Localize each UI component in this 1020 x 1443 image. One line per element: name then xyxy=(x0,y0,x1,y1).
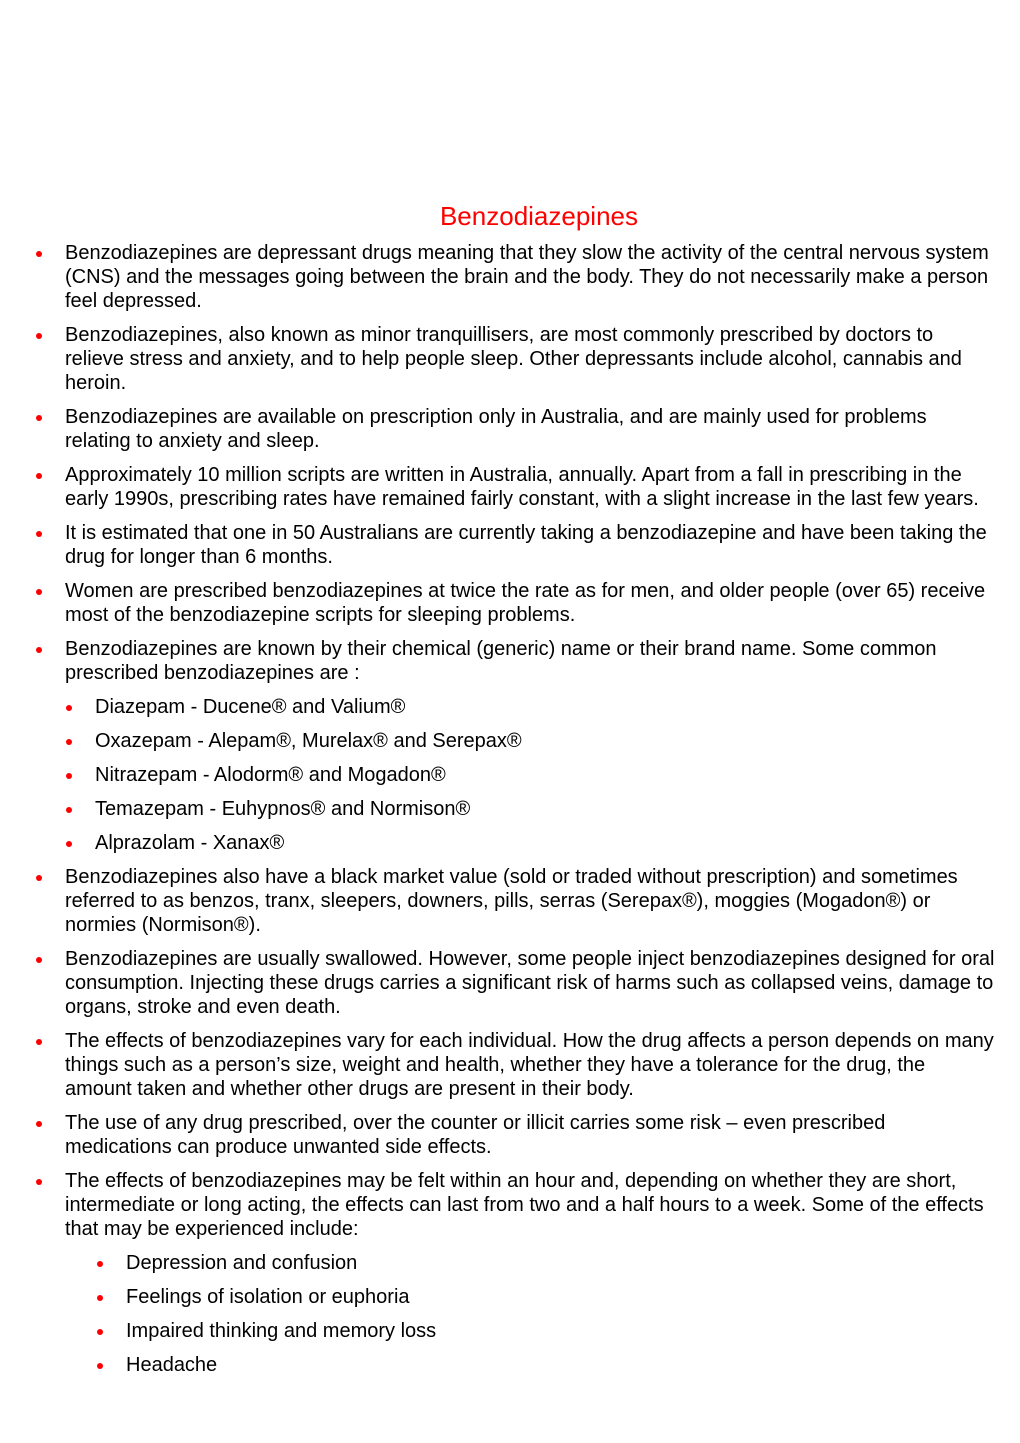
page-title: Benzodiazepines xyxy=(439,201,639,231)
brand-item: Alprazolam - Xanax® xyxy=(95,831,997,855)
main-bullet-list xyxy=(65,241,997,1387)
list-item-text: Benzodiazepines are known by their chemical (generic) name or their brand name. Some common prescribed benzodiazepines are : xyxy=(65,638,937,684)
list-item: The effects of benzodiazepines vary for each individual. How the drug affects a person depends on many things such as a person’s size, weight and health, whether they have a tolerance for the drug, the amount taken and whether other drugs are present in their body. xyxy=(65,1029,997,1101)
effect-item: Depression and confusion xyxy=(126,1251,997,1275)
brand-item: Diazepam - Ducene® and Valium® xyxy=(95,695,997,719)
brand-list xyxy=(95,695,997,855)
list-item: Approximately 10 million scripts are written in Australia, annually. Apart from a fall in prescribing in the early 1990s, prescribing rates have remained fairly constant, with a slight increase in the last few years. xyxy=(65,463,997,511)
list-item-text: The effects of benzodiazepines may be felt within an hour and, depending on whether they are short, intermediate or long acting, the effects can last from two and a half hours to a week. Some of the effects that may be experienced include: xyxy=(65,1170,984,1240)
list-item: It is estimated that one in 50 Australians are currently taking a benzodiazepine and have been taking the drug for longer than 6 months. xyxy=(65,521,997,569)
list-item: Benzodiazepines are available on prescription only in Australia, and are mainly used for problems relating to anxiety and sleep. xyxy=(65,405,997,453)
list-item xyxy=(65,637,997,855)
list-item: Women are prescribed benzodiazepines at twice the rate as for men, and older people (over 65) receive most of the benzodiazepine scripts for sleeping problems. xyxy=(65,579,997,627)
list-item: The use of any drug prescribed, over the counter or illicit carries some risk – even prescribed medications can produce unwanted side effects. xyxy=(65,1111,997,1159)
list-item: Benzodiazepines, also known as minor tranquillisers, are most commonly prescribed by doctors to relieve stress and anxiety, and to help people sleep. Other depressants include alcohol, cannabis and heroin. xyxy=(65,323,997,395)
list-item: Benzodiazepines are depressant drugs meaning that they slow the activity of the central nervous system (CNS) and the messages going between the brain and the body. They do not necessarily make a person feel depressed. xyxy=(65,241,997,313)
effect-item: Feelings of isolation or euphoria xyxy=(126,1285,997,1309)
brand-item: Nitrazepam - Alodorm® and Mogadon® xyxy=(95,763,997,787)
brand-item: Temazepam - Euhypnos® and Normison® xyxy=(95,797,997,821)
brand-item: Oxazepam - Alepam®, Murelax® and Serepax® xyxy=(95,729,997,753)
effect-item: Impaired thinking and memory loss xyxy=(126,1319,997,1343)
list-item xyxy=(65,1169,997,1377)
effect-item: Headache xyxy=(126,1353,997,1377)
effects-list xyxy=(126,1251,997,1377)
list-item: Benzodiazepines also have a black market value (sold or traded without prescription) and sometimes referred to as benzos, tranx, sleepers, downers, pills, serras (Serepax®), moggies (Mogadon®) or normies (Normison®). xyxy=(65,865,997,937)
list-item: Benzodiazepines are usually swallowed. However, some people inject benzodiazepines designed for oral consumption. Injecting these drugs carries a significant risk of harms such as collapsed veins, damage to organs, stroke and even death. xyxy=(65,947,997,1019)
